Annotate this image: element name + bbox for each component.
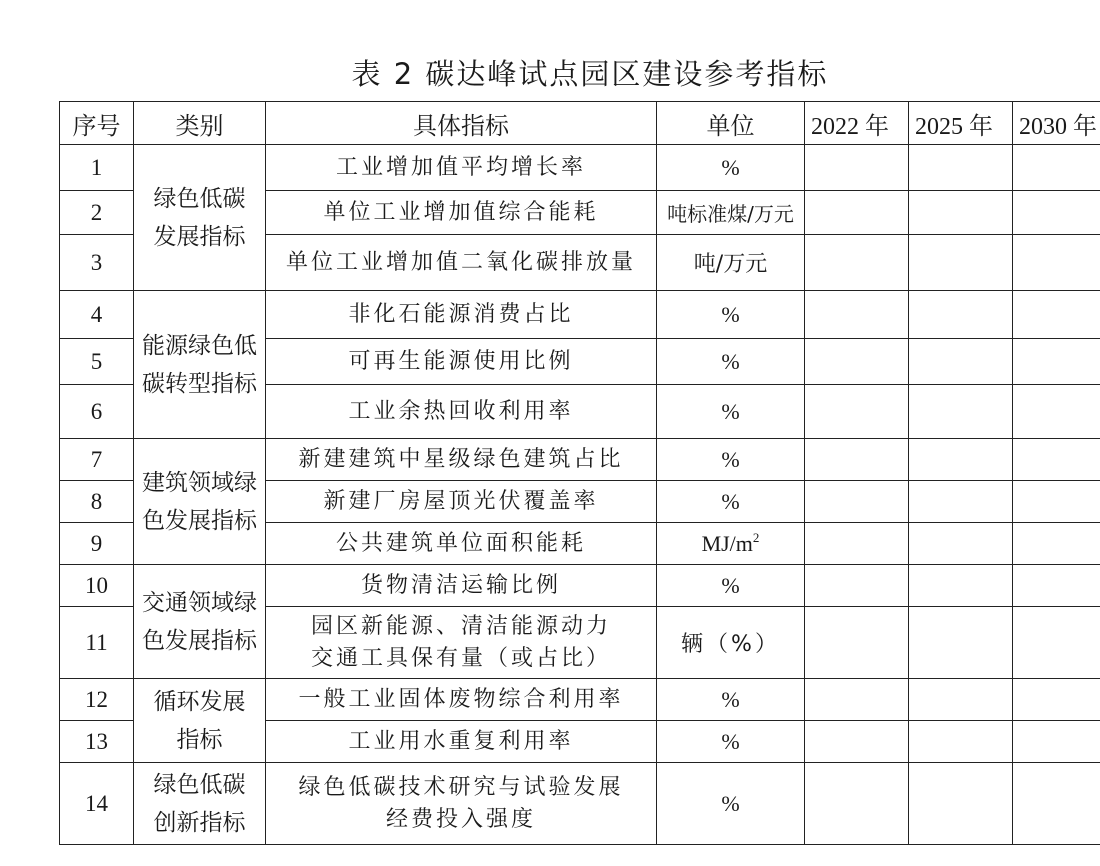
- value-2025-cell[interactable]: [909, 235, 1013, 291]
- value-2022-cell[interactable]: [805, 385, 909, 439]
- category-cell: [134, 565, 266, 679]
- value-2030-cell[interactable]: [1013, 235, 1100, 291]
- category-label-line2: 色发展指标: [142, 507, 257, 534]
- table-row: [60, 145, 1100, 191]
- indicator-line2: 经费投入强度: [385, 806, 536, 832]
- value-2030-cell[interactable]: [1013, 191, 1100, 235]
- indicator-cell: 非化石能源消费占比: [266, 291, 657, 339]
- table-row: [60, 565, 1100, 607]
- indicator-cell: 货物清洁运输比例: [266, 565, 657, 607]
- col-header-indicator: 具体指标: [266, 102, 657, 145]
- value-2025-cell[interactable]: [909, 291, 1013, 339]
- value-2025-cell[interactable]: [909, 145, 1013, 191]
- value-2022-cell[interactable]: [805, 721, 909, 763]
- row-number: 6: [60, 385, 134, 439]
- value-2022-cell[interactable]: [805, 565, 909, 607]
- value-2025-cell[interactable]: [909, 721, 1013, 763]
- row-number: 7: [60, 439, 134, 481]
- category-label-line1: 绿色低碳: [153, 185, 246, 212]
- value-2022-cell[interactable]: [805, 679, 909, 721]
- value-2025-cell[interactable]: [909, 481, 1013, 523]
- row-number: 1: [60, 145, 134, 191]
- category-cell: [134, 763, 266, 845]
- unit-cell: %: [657, 481, 805, 523]
- col-header-2030: 2030 年: [1013, 102, 1100, 145]
- category-label-line1: 建筑领域绿: [142, 469, 257, 496]
- unit-cell: %: [657, 679, 805, 721]
- col-header-category: 类别: [134, 102, 266, 145]
- category-label-line1: 能源绿色低: [142, 332, 257, 359]
- indicator-line2: 交通工具保有量（或占比）: [310, 645, 611, 671]
- col-header-unit: 单位: [657, 102, 805, 145]
- value-2022-cell[interactable]: [805, 145, 909, 191]
- col-header-no: 序号: [60, 102, 134, 145]
- col-header-2022: 2022 年: [805, 102, 909, 145]
- row-number: 2: [60, 191, 134, 235]
- table-row: [60, 679, 1100, 721]
- header-row: [60, 102, 1100, 145]
- category-cell: [134, 439, 266, 565]
- unit-cell: %: [657, 291, 805, 339]
- row-number: 3: [60, 235, 134, 291]
- indicator-cell: 可再生能源使用比例: [266, 339, 657, 385]
- unit-cell: %: [657, 339, 805, 385]
- value-2025-cell[interactable]: [909, 679, 1013, 721]
- value-2030-cell[interactable]: [1013, 679, 1100, 721]
- table-row: [60, 439, 1100, 481]
- indicator-cell: 新建建筑中星级绿色建筑占比: [266, 439, 657, 481]
- unit-cell: 吨/万元: [657, 235, 805, 291]
- category-label-line2: 碳转型指标: [142, 370, 257, 397]
- indicator-cell: [266, 763, 657, 845]
- indicator-cell: 单位工业增加值综合能耗: [266, 191, 657, 235]
- value-2030-cell[interactable]: [1013, 481, 1100, 523]
- unit-cell: 辆（%）: [657, 607, 805, 679]
- indicator-cell: 单位工业增加值二氧化碳排放量: [266, 235, 657, 291]
- table-title: 表 2 碳达峰试点园区建设参考指标: [351, 57, 829, 91]
- value-2025-cell[interactable]: [909, 565, 1013, 607]
- value-2022-cell[interactable]: [805, 481, 909, 523]
- unit-cell: %: [657, 439, 805, 481]
- value-2025-cell[interactable]: [909, 191, 1013, 235]
- value-2022-cell[interactable]: [805, 235, 909, 291]
- row-number: 8: [60, 481, 134, 523]
- indicator-cell: 公共建筑单位面积能耗: [266, 523, 657, 565]
- row-number: 11: [60, 607, 134, 679]
- row-number: 4: [60, 291, 134, 339]
- reference-indicator-table: [59, 101, 1100, 845]
- row-number: 10: [60, 565, 134, 607]
- value-2022-cell[interactable]: [805, 439, 909, 481]
- unit-superscript: 2: [752, 530, 760, 545]
- value-2030-cell[interactable]: [1013, 145, 1100, 191]
- category-label-line2: 指标: [176, 726, 223, 753]
- indicator-cell: 工业余热回收利用率: [266, 385, 657, 439]
- category-cell: [134, 291, 266, 439]
- unit-cell: [657, 523, 805, 565]
- indicator-line1: 园区新能源、清洁能源动力: [310, 613, 611, 639]
- table-row: [60, 291, 1100, 339]
- value-2030-cell[interactable]: [1013, 339, 1100, 385]
- category-label-line2: 创新指标: [153, 809, 246, 836]
- row-number: 9: [60, 523, 134, 565]
- value-2022-cell[interactable]: [805, 339, 909, 385]
- indicator-cell: [266, 607, 657, 679]
- category-label-line1: 绿色低碳: [153, 771, 246, 798]
- indicator-cell: 一般工业固体废物综合利用率: [266, 679, 657, 721]
- unit-cell: %: [657, 565, 805, 607]
- value-2030-cell[interactable]: [1013, 721, 1100, 763]
- category-label-line1: 交通领域绿: [142, 589, 257, 616]
- value-2022-cell[interactable]: [805, 523, 909, 565]
- unit-cell: %: [657, 385, 805, 439]
- indicator-cell: 工业用水重复利用率: [266, 721, 657, 763]
- value-2022-cell[interactable]: [805, 763, 909, 845]
- unit-cell: %: [657, 721, 805, 763]
- unit-cell: %: [657, 145, 805, 191]
- value-2025-cell[interactable]: [909, 385, 1013, 439]
- category-label-line2: 发展指标: [153, 223, 246, 250]
- value-2025-cell[interactable]: [909, 607, 1013, 679]
- value-2030-cell[interactable]: [1013, 385, 1100, 439]
- value-2030-cell[interactable]: [1013, 439, 1100, 481]
- row-number: 12: [60, 679, 134, 721]
- row-number: 13: [60, 721, 134, 763]
- indicator-cell: 工业增加值平均增长率: [266, 145, 657, 191]
- category-cell: [134, 679, 266, 763]
- value-2030-cell[interactable]: [1013, 763, 1100, 845]
- unit-cell: 吨标准煤/万元: [657, 191, 805, 235]
- value-2025-cell[interactable]: [909, 763, 1013, 845]
- value-2022-cell[interactable]: [805, 191, 909, 235]
- row-number: 14: [60, 763, 134, 845]
- unit-base: MJ/m: [701, 531, 753, 556]
- value-2025-cell[interactable]: [909, 439, 1013, 481]
- category-label-line2: 色发展指标: [142, 627, 257, 654]
- indicator-cell: 新建厂房屋顶光伏覆盖率: [266, 481, 657, 523]
- category-cell: [134, 145, 266, 291]
- value-2030-cell[interactable]: [1013, 565, 1100, 607]
- row-number: 5: [60, 339, 134, 385]
- value-2022-cell[interactable]: [805, 291, 909, 339]
- category-label-line1: 循环发展: [153, 688, 246, 715]
- value-2025-cell[interactable]: [909, 339, 1013, 385]
- value-2025-cell[interactable]: [909, 523, 1013, 565]
- value-2030-cell[interactable]: [1013, 291, 1100, 339]
- col-header-2025: 2025 年: [909, 102, 1013, 145]
- unit-cell: %: [657, 763, 805, 845]
- table-row: [60, 763, 1100, 845]
- value-2022-cell[interactable]: [805, 607, 909, 679]
- value-2030-cell[interactable]: [1013, 607, 1100, 679]
- value-2030-cell[interactable]: [1013, 523, 1100, 565]
- indicator-line1: 绿色低碳技术研究与试验发展: [298, 774, 624, 800]
